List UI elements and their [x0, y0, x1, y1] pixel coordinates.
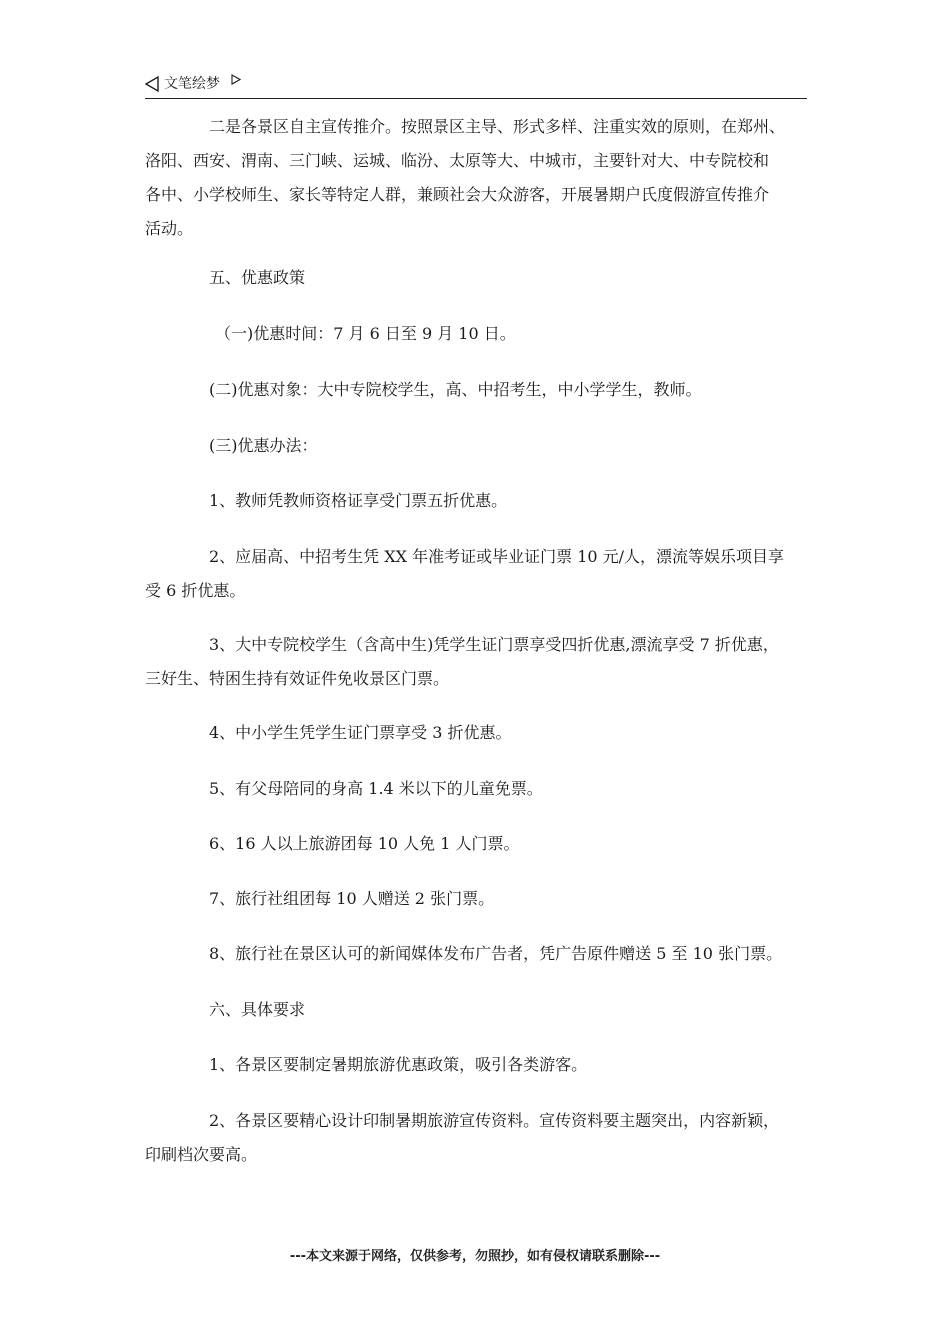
- text-line: 6、16 人以上旅游团每 10 人免 1 人门票。: [209, 834, 520, 853]
- text-line: 印刷档次要高。: [145, 1145, 258, 1164]
- triangle-right-icon: [231, 74, 241, 85]
- header-title: 文笔绘梦: [164, 76, 220, 92]
- text-line: 洛阳、西安、渭南、三门峡、运城、临汾、太原等大、中城市，主要针对大、中专院校和: [145, 151, 770, 170]
- list-item: [145, 484, 807, 518]
- text-line: (二)优惠对象：大中专院校学生，高、中招考生，中小学学生，教师。: [209, 380, 702, 399]
- body-paragraph: [145, 429, 807, 463]
- text-line: 1、各景区要制定暑期旅游优惠政策，吸引各类游客。: [209, 1055, 588, 1074]
- text-line: 3、大中专院校学生（含高中生)凭学生证门票享受四折优惠,漂流享受 7 折优惠，: [209, 635, 779, 654]
- text-line: 五、优惠政策: [209, 268, 306, 287]
- list-item: [145, 628, 807, 696]
- text-line: 六、具体要求: [209, 1000, 306, 1019]
- text-line: 三好生、特困生持有效证件免收景区门票。: [145, 669, 450, 688]
- list-item: [145, 716, 807, 750]
- body-paragraph: [145, 110, 807, 246]
- list-item: [145, 1048, 807, 1082]
- text-line: 受 6 折优惠。: [145, 581, 246, 600]
- text-line: 2、各景区要精心设计印制暑期旅游宣传资料。宣传资料要主题突出，内容新颖，: [209, 1111, 780, 1130]
- list-item: [145, 772, 807, 806]
- list-item: [145, 1104, 807, 1172]
- section-heading: [145, 261, 807, 295]
- text-line: 活动。: [145, 219, 194, 238]
- text-line: （一)优惠时间：7 月 6 日至 9 月 10 日。: [215, 324, 516, 343]
- text-line: 7、旅行社组团每 10 人赠送 2 张门票。: [209, 889, 495, 908]
- body-paragraph: [145, 373, 807, 407]
- page-header: [145, 72, 807, 99]
- list-item: [145, 882, 807, 916]
- text-line: 2、应届高、中招考生凭 XX 年准考证或毕业证门票 10 元/人，漂流等娱乐项目享: [209, 547, 785, 566]
- list-item: [145, 827, 807, 861]
- triangle-left-icon: [145, 76, 159, 92]
- text-line: 8、旅行社在景区认可的新闻媒体发布广告者，凭广告原件赠送 5 至 10 张门票。: [209, 944, 783, 963]
- section-heading: [145, 993, 807, 1027]
- page-footer: ---本文来源于网络，仅供参考，勿照抄，如有侵权请联系删除---: [289, 1249, 661, 1264]
- text-line: 各中、小学校师生、家长等特定人群，兼顾社会大众游客，开展暑期户氏度假游宣传推介: [145, 185, 770, 204]
- text-line: (三)优惠办法：: [209, 436, 318, 455]
- list-item: [145, 937, 807, 971]
- list-item: [145, 540, 807, 608]
- text-line: 5、有父母陪同的身高 1.4 米以下的儿童免票。: [209, 779, 543, 798]
- text-line: 二是各景区自主宣传推介。按照景区主导、形式多样、注重实效的原则，在郑州、: [209, 117, 786, 136]
- body-paragraph: [145, 317, 807, 351]
- text-line: 1、教师凭教师资格证享受门票五折优惠。: [209, 491, 508, 510]
- text-line: 4、中小学生凭学生证门票享受 3 折优惠。: [209, 723, 512, 742]
